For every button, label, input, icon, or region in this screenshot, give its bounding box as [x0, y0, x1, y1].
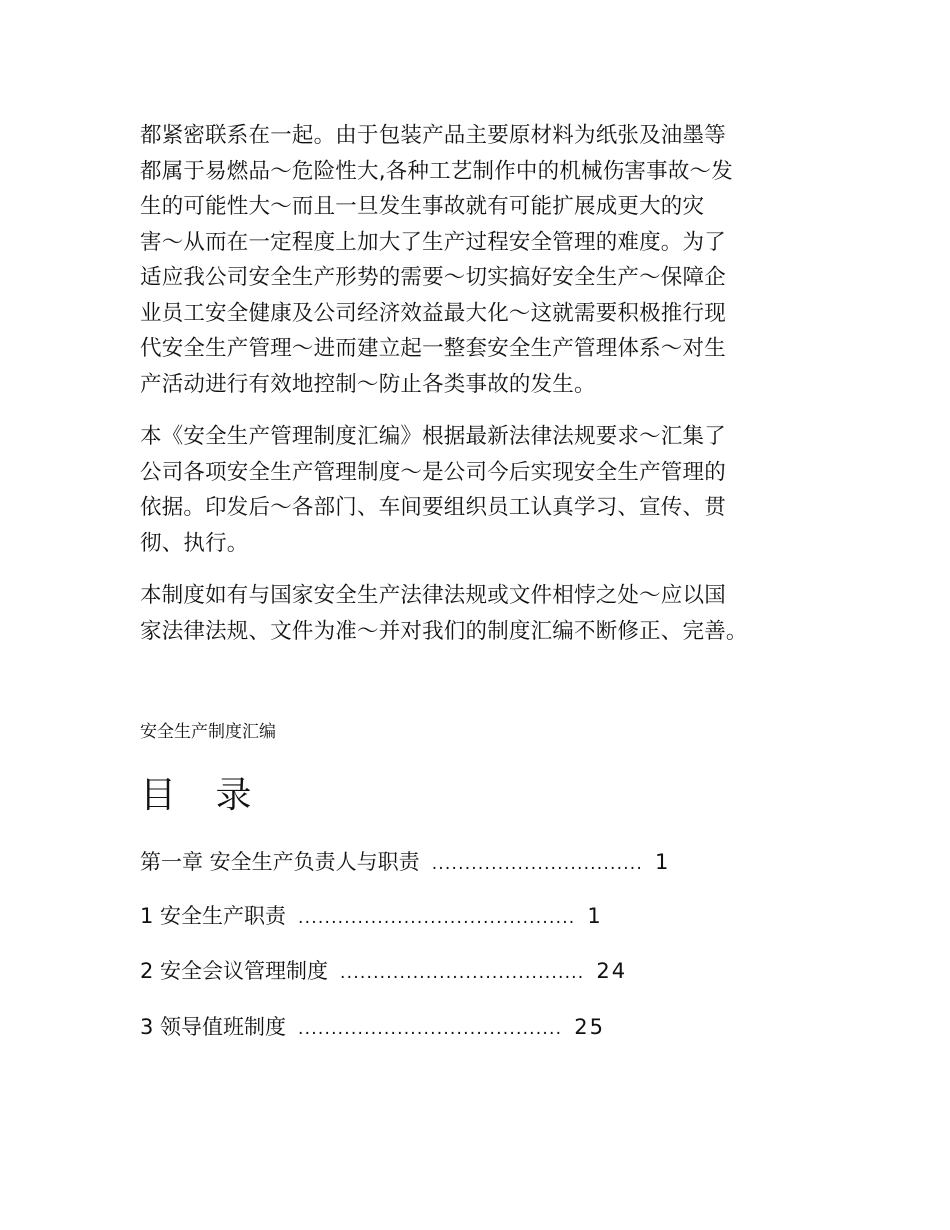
toc-leader: ................................ [431, 854, 644, 874]
toc-entry[interactable] [140, 901, 603, 933]
toc-entry[interactable] [140, 956, 627, 988]
toc-page-number: 25 [574, 1015, 605, 1039]
paragraph-1 [140, 118, 820, 402]
paragraph-line: 公司各项安全生产管理制度～是公司今后实现安全生产管理的 [140, 459, 726, 485]
paragraph-line: 都紧密联系在一起。由于包装产品主要原材料为纸张及油墨等 [140, 123, 726, 148]
paragraph-line: 都属于易燃品～危险性大,各种工艺制作中的机械伤害事故～发 [140, 158, 733, 184]
toc-leader: .......................................... [298, 908, 576, 928]
toc-page-number: 1 [655, 850, 671, 874]
paragraph-line: 害～从而在一定程度上加大了生产过程安全管理的难度。为了 [140, 229, 726, 255]
section-label: 安全生产制度汇编 [140, 722, 276, 742]
paragraph-line: 本制度如有与国家安全生产法律法规或文件相悖之处～应以国 [140, 583, 726, 608]
paragraph-line: 代安全生产管理～进而建立起一整套安全生产管理体系～对生 [140, 336, 726, 361]
toc-entry-label: 第一章 安全生产负责人与职责 [140, 850, 420, 874]
paragraph-line: 生的可能性大～而且一旦发生事故就有可能扩展成更大的灾 [140, 194, 705, 219]
paragraph-3 [140, 578, 820, 649]
toc-entry-label: 2 安全会议管理制度 [140, 959, 329, 983]
paragraph-line: 业员工安全健康及公司经济效益最大化～这就需要积极推行现 [140, 300, 726, 326]
toc-entry[interactable] [140, 847, 670, 879]
toc-page-number: 24 [596, 959, 628, 983]
document-body [140, 118, 820, 666]
toc-entry-label: 3 领导值班制度 [140, 1015, 287, 1039]
toc-entry[interactable] [140, 1012, 605, 1044]
paragraph-line: 家法律法规、文件为准～并对我们的制度汇编不断修正、完善。 [140, 618, 748, 644]
paragraph-line: 彻、执行。 [140, 530, 249, 556]
toc-title: 目 录 [140, 775, 266, 816]
toc-entry-label: 1 安全生产职责 [140, 904, 287, 928]
paragraph-line: 产活动进行有效地控制～防止各类事故的发生。 [140, 371, 596, 397]
toc-leader: ........................................ [298, 1019, 563, 1039]
paragraph-line: 依据。印发后～各部门、车间要组织员工认真学习、宣传、贯 [140, 495, 726, 520]
toc-page-number: 1 [587, 904, 603, 928]
paragraph-line: 本《安全生产管理制度汇编》根据最新法律法规要求～汇集了 [140, 424, 726, 449]
paragraph-line: 适应我公司安全生产形势的需要～切实搞好安全生产～保障企 [140, 265, 726, 290]
toc-leader: ..................................... [340, 963, 585, 983]
paragraph-2 [140, 419, 820, 561]
